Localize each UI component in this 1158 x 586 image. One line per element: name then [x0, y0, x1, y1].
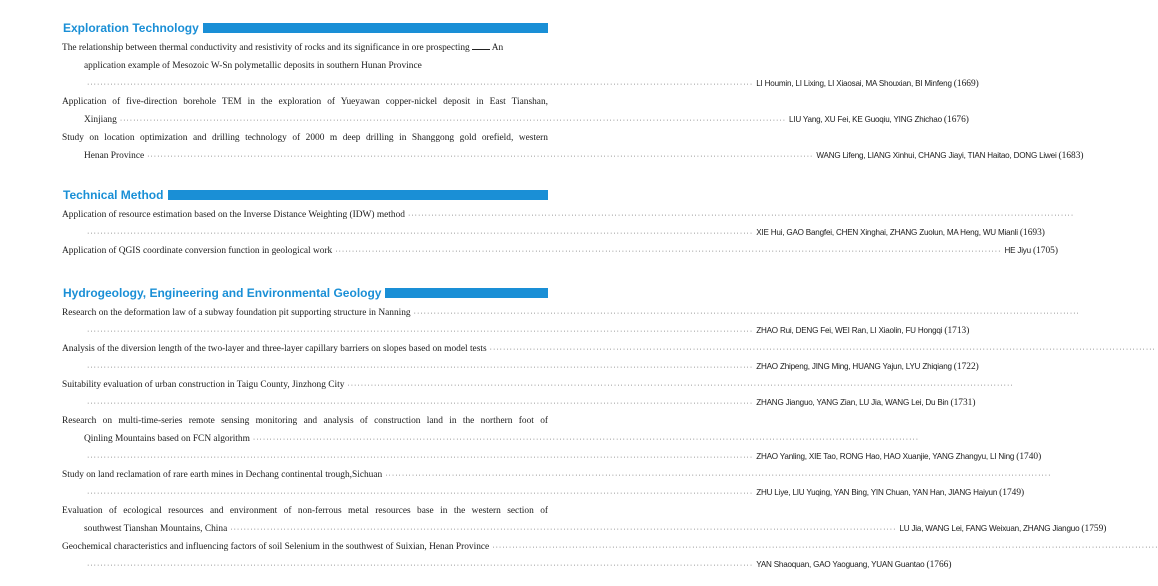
toc-entry[interactable]	[62, 466, 1052, 502]
dot-leader: ········································································································································································································	[252, 436, 920, 443]
section-title-bar	[168, 190, 548, 200]
entry-title-cont: An	[491, 43, 504, 53]
dot-leader: ········································································································································································································	[230, 526, 897, 533]
dot-leader: ········································································································································································································	[119, 117, 787, 124]
entry-authors: YAN Shaoquan, GAO Yaoguang, YUAN Guantao	[756, 560, 925, 569]
entry-authors: HE Jiyu	[1004, 246, 1031, 255]
entry-authors: LU Jia, WANG Lei, FANG Weixuan, ZHANG Jianguo	[899, 524, 1080, 533]
entry-title: Analysis of the diversion length of the two-layer and three-layer capillary barriers on slopes based on model tests	[62, 344, 487, 354]
toc-entry[interactable]	[62, 93, 969, 129]
entry-page: (1683)	[1058, 151, 1084, 161]
dot-leader: ········································································································································································································	[87, 400, 754, 407]
dot-leader: ········································································································································································································	[87, 490, 754, 497]
entry-authors: ZHAO Yanling, XIE Tao, RONG Hao, HAO Xuanjie, YANG Zhangyu, LI Ning	[756, 452, 1015, 461]
section-header	[62, 286, 548, 304]
section-title-bar	[202, 23, 548, 33]
entry-title: Application of QGIS coordinate conversion function in geological work	[62, 246, 333, 256]
entry-page: (1669)	[953, 79, 979, 89]
section-title: Technical Method	[63, 188, 167, 202]
entry-title-line2: Henan Province	[84, 151, 145, 161]
entry-page: (1693)	[1019, 228, 1045, 238]
toc-entry[interactable]	[62, 340, 1156, 376]
toc-entry[interactable]	[62, 206, 1075, 242]
em-dash	[472, 49, 490, 50]
entry-authors: ZHU Liye, LIU Yuqing, YAN Bing, YIN Chuan, YAN Han, JIANG Haiyun	[756, 488, 998, 497]
toc-entry[interactable]	[62, 412, 1042, 466]
entry-title: Research on the deformation law of a subway foundation pit supporting structure in Nanning	[62, 308, 411, 318]
section-technical-method	[62, 188, 1075, 260]
entry-authors: ZHAO Zhipeng, JING Ming, HUANG Yajun, LYU Zhiqiang	[756, 362, 952, 371]
section-exploration-technology	[62, 21, 1084, 165]
entry-authors: ZHANG Jianguo, YANG Zian, LU Jia, WANG Lei, Du Bin	[756, 398, 949, 407]
entry-authors: LIU Yang, XU Fei, KE Guoqiu, YING Zhichao	[789, 115, 942, 124]
section-header	[62, 21, 548, 39]
dot-leader: ········································································································································································································	[87, 454, 754, 461]
entry-title: Application of five-direction borehole TEM in the exploration of Yueyawan copper-nickel deposit in East Tianshan,	[62, 97, 548, 107]
entry-title-line2: application example of Mesozoic W-Sn polymetallic deposits in southern Hunan Province	[84, 61, 422, 71]
dot-leader: ········································································································································································································	[87, 230, 754, 237]
dot-leader: ········································································································································································································	[347, 382, 1014, 389]
section-title: Hydrogeology, Engineering and Environmental Geology	[63, 286, 385, 300]
entry-title: Study on location optimization and drilling technology of 2000 m deep drilling in Shanggong gold orefield, western	[62, 133, 548, 143]
dot-leader: ········································································································································································································	[385, 472, 1052, 479]
entry-title: Application of resource estimation based on the Inverse Distance Weighting (IDW) method	[62, 210, 405, 220]
entry-title: Suitability evaluation of urban construction in Taigu County, Jinzhong City	[62, 380, 345, 390]
dot-leader: ········································································································································································································	[407, 212, 1075, 219]
dot-leader: ········································································································································································································	[147, 153, 814, 160]
toc-entry[interactable]	[62, 304, 1080, 340]
toc-entry[interactable]	[62, 129, 1084, 165]
entry-title: Geochemical characteristics and influencing factors of soil Selenium in the southwest of Suixian, Henan Province	[62, 542, 490, 552]
toc-entry[interactable]	[62, 376, 1014, 412]
dot-leader: ········································································································································································································	[413, 310, 1080, 317]
entry-page: (1722)	[953, 362, 979, 372]
entry-authors: ZHAO Rui, DENG Fei, WEI Ran, LI Xiaolin, FU Hongqi	[756, 326, 943, 335]
entry-page: (1731)	[950, 398, 976, 408]
entry-page: (1676)	[943, 115, 969, 125]
dot-leader: ········································································································································································································	[489, 346, 1156, 353]
dot-leader: ········································································································································································································	[87, 328, 754, 335]
entry-page: (1766)	[926, 560, 952, 570]
dot-leader: ········································································································································································································	[87, 562, 754, 569]
dot-leader: ········································································································································································································	[335, 248, 1002, 255]
entry-title-line2: Xinjiang	[84, 115, 117, 125]
entry-authors: WANG Lifeng, LIANG Xinhui, CHANG Jiayi, TIAN Haitao, DONG Liwei	[816, 151, 1057, 160]
entry-authors: XIE Hui, GAO Bangfei, CHEN Xinghai, ZHANG Zuolun, MA Heng, WU Mianli	[756, 228, 1018, 237]
entry-authors: LI Houmin, LI Lixing, LI Xiaosai, MA Shouxian, BI Minfeng	[756, 79, 952, 88]
entry-title-line2: Qinling Mountains based on FCN algorithm	[84, 434, 250, 444]
dot-leader: ········································································································································································································	[87, 81, 754, 88]
toc-entry[interactable]	[62, 502, 1107, 538]
dot-leader: ········································································································································································································	[87, 364, 754, 371]
entry-page: (1759)	[1081, 524, 1107, 534]
section-hydrogeology	[62, 286, 1158, 574]
entry-page: (1740)	[1016, 452, 1042, 462]
entry-page: (1705)	[1032, 246, 1058, 256]
toc-entry[interactable]	[62, 538, 1158, 574]
entry-page: (1713)	[944, 326, 970, 336]
entry-title: Research on multi-time-series remote sensing monitoring and analysis of construction land in the northern foot of	[62, 416, 548, 426]
toc-entry[interactable]	[62, 242, 1058, 260]
section-header	[62, 188, 548, 206]
entry-title: The relationship between thermal conductivity and resistivity of rocks and its significance in ore prospecting	[62, 43, 470, 53]
entry-title-line2: southwest Tianshan Mountains, China	[84, 524, 228, 534]
entry-title: Study on land reclamation of rare earth mines in Dechang continental trough,Sichuan	[62, 470, 383, 480]
section-title: Exploration Technology	[63, 21, 203, 35]
entry-page: (1749)	[999, 488, 1025, 498]
toc-entry[interactable]	[62, 39, 979, 93]
entry-title: Evaluation of ecological resources and environment of non-ferrous metal resources base in the western section of	[62, 506, 548, 516]
section-title-bar	[384, 288, 548, 298]
dot-leader: ········································································································································································································	[492, 544, 1158, 551]
